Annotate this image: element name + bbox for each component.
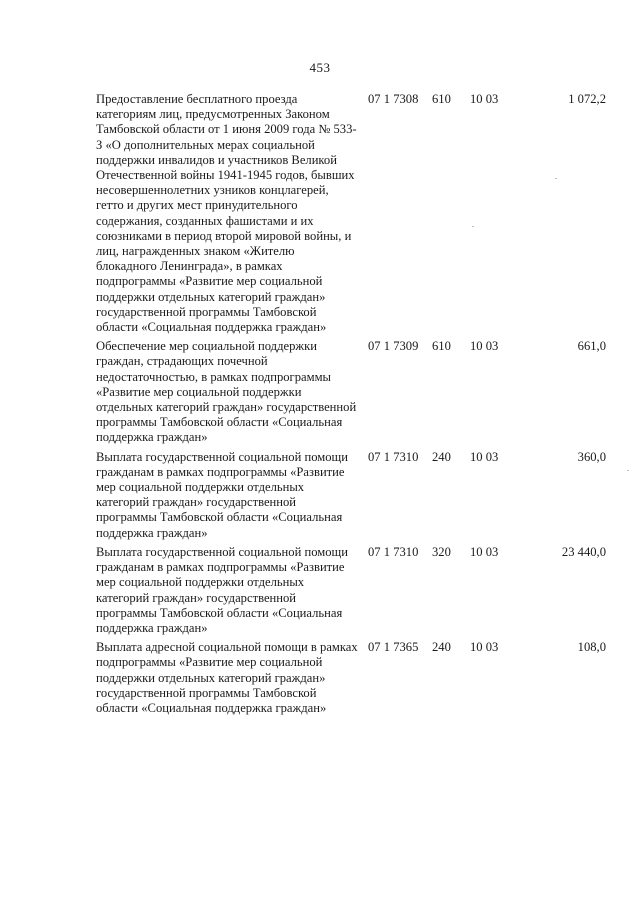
row-description: Выплата государственной социальной помощи гражданам в рамках подпрограммы «Развитие мер социальной поддержки отдельных категорий граждан» государственной программы Тамбовской области «Социальная поддержка граждан» [96, 449, 348, 540]
row-amount: 661,0 [577, 339, 606, 354]
row-amount: 108,0 [577, 640, 606, 655]
scan-speck [555, 178, 557, 179]
row-section: 10 03 [470, 544, 499, 559]
row-target-code: 07 1 7309 [368, 339, 419, 354]
row-description: Предоставление бесплатного проезда категориям лиц, предусмотренных Законом Тамбовской области от 1 июня 2009 года № 533-З «О дополнительных мерах социальной поддержки инвалидов и участников Великой Отечественной войны 1941-1945 годов, бывших несовершеннолетних узников концлагерей, гетто и других мест принудительного содержания, созданных фашистами и их союзниками в период второй мировой войны, и лиц, награжденных знаком «Жителю блокадного Ленинграда», в рамках подпрограммы «Развитие мер социальной поддержки отдельных категорий граждан» государственной программы Тамбовской области «Социальная поддержка граждан» [96, 92, 357, 335]
row-amount: 23 440,0 [561, 544, 606, 559]
page-number: 453 [309, 60, 331, 75]
table-row [96, 450, 606, 541]
row-target-code: 07 1 7310 [368, 544, 419, 559]
row-target-code: 07 1 7310 [368, 449, 419, 464]
row-section: 10 03 [470, 92, 499, 106]
table-row [96, 92, 606, 335]
row-expense-type: 240 [432, 640, 451, 655]
scan-speck [627, 470, 629, 471]
table-row [96, 640, 606, 716]
table-row [96, 339, 606, 445]
row-expense-type: 610 [432, 92, 451, 106]
row-expense-type: 240 [432, 449, 451, 464]
row-amount: 360,0 [577, 449, 606, 464]
row-target-code: 07 1 7308 [368, 92, 419, 106]
scan-speck [472, 226, 474, 227]
row-section: 10 03 [470, 640, 499, 655]
row-description: Выплата адресной социальной помощи в рамках подпрограммы «Развитие мер социальной поддержки отдельных категорий граждан» государственной программы Тамбовской области «Социальная поддержка граждан» [96, 640, 358, 715]
row-expense-type: 320 [432, 544, 451, 559]
row-section: 10 03 [470, 449, 499, 464]
budget-table [96, 92, 606, 720]
row-amount: 1 072,2 [568, 92, 606, 106]
row-expense-type: 610 [432, 339, 451, 354]
row-target-code: 07 1 7365 [368, 640, 419, 655]
row-description: Выплата государственной социальной помощи гражданам в рамках подпрограммы «Развитие мер социальной поддержки отдельных категорий граждан» государственной программы Тамбовской области «Социальная поддержка граждан» [96, 544, 348, 635]
table-row [96, 545, 606, 636]
row-description: Обеспечение мер социальной поддержки граждан, страдающих почечной недостаточностью, в рамках подпрограммы «Развитие мер социальной поддержки отдельных категорий граждан» государственной программы Тамбовской области «Социальная поддержка граждан» [96, 339, 357, 445]
row-section: 10 03 [470, 339, 499, 354]
